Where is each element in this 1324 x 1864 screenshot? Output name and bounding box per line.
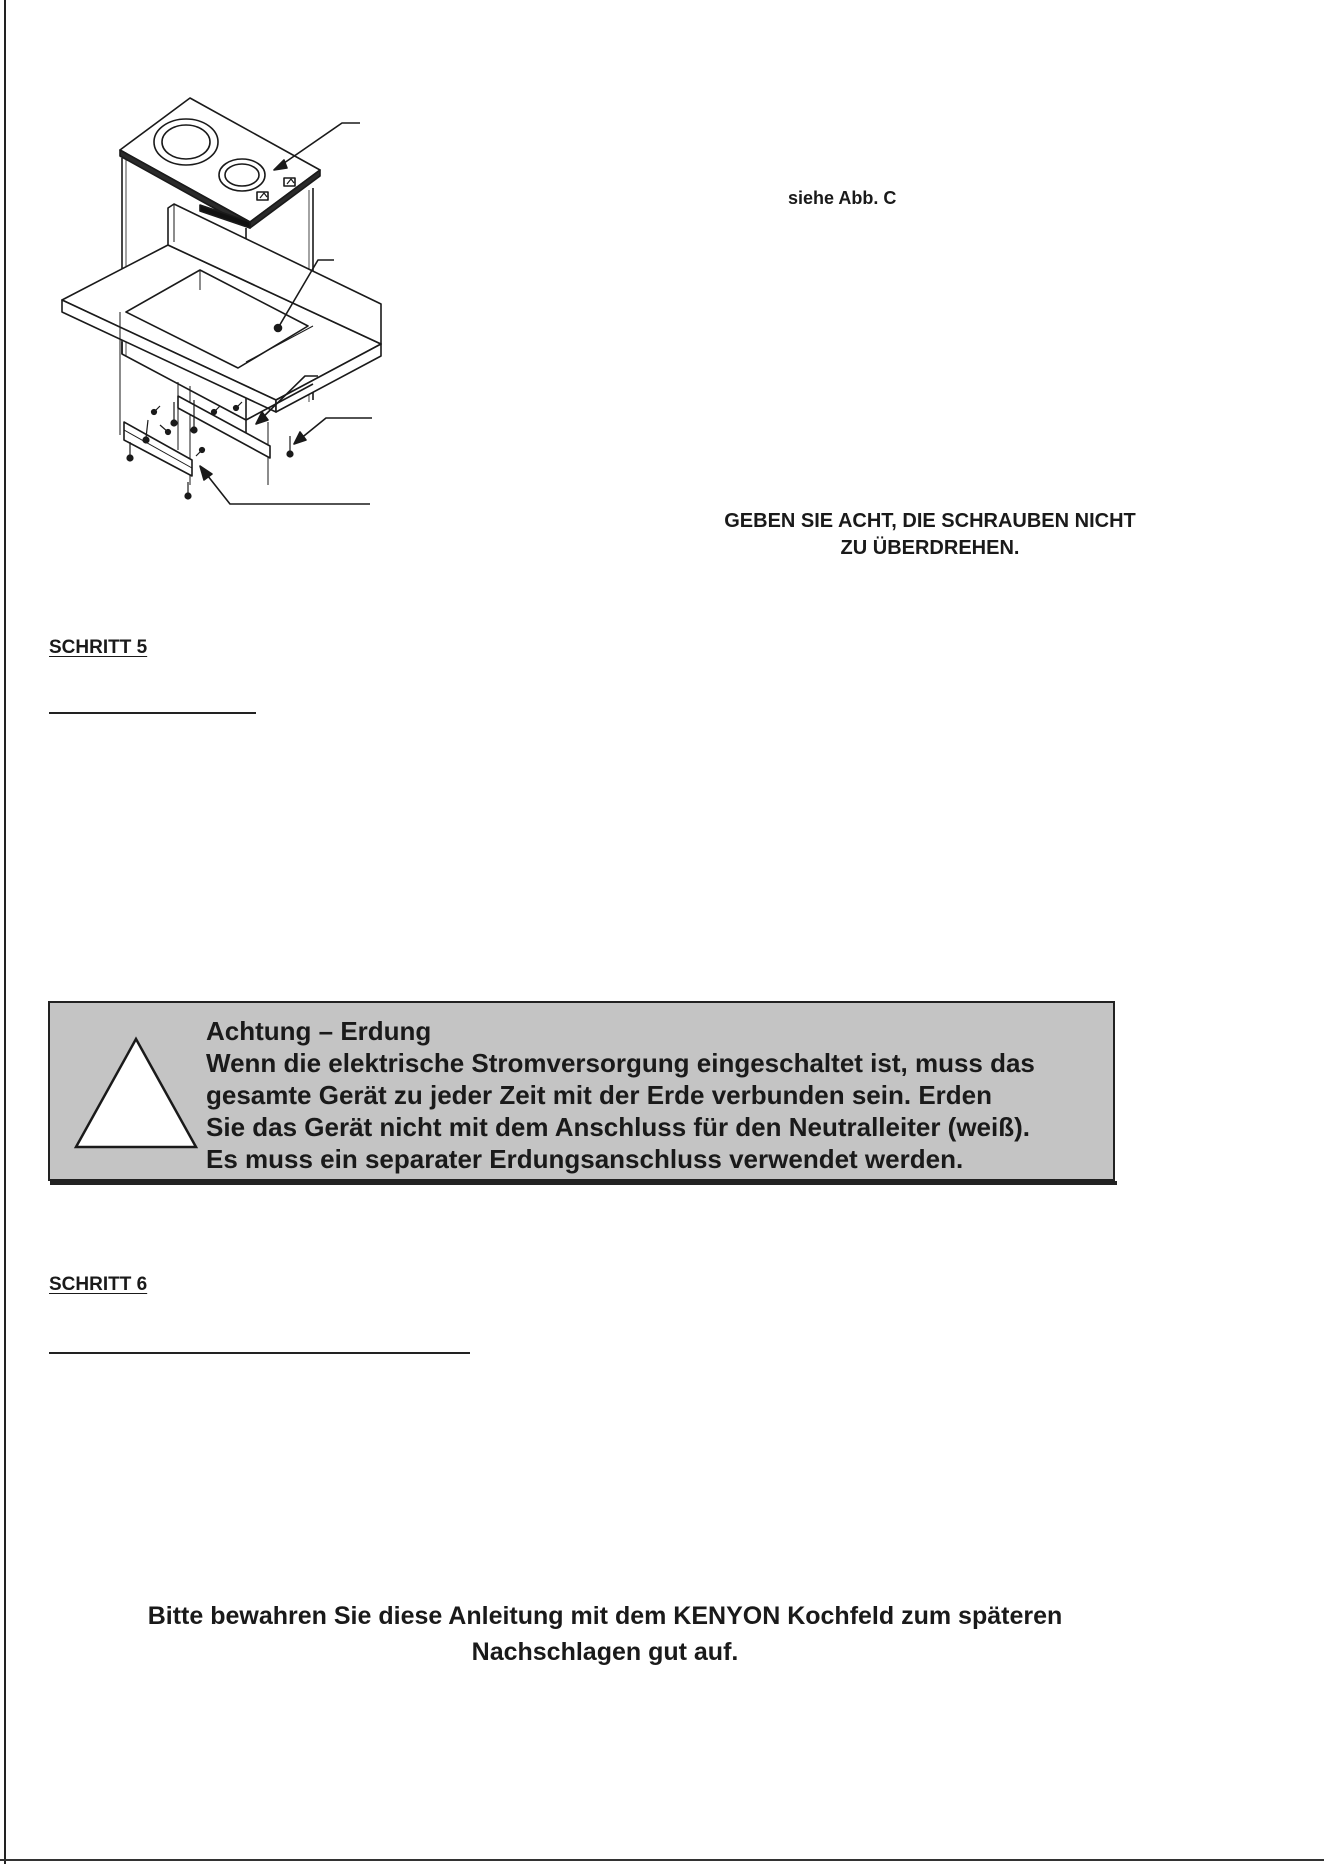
- closing-line: Nachschlagen gut auf.: [471, 1638, 739, 1666]
- caution-line: GEBEN SIE ACHT, DIE SCHRAUBEN NICHT: [724, 510, 1136, 532]
- warning-title: Achtung – Erdung: [206, 1016, 432, 1046]
- page-left-border: [4, 0, 6, 1864]
- closing-line: Bitte bewahren Sie diese Anleitung mit dem KENYON Kochfeld zum späteren: [147, 1602, 1063, 1630]
- warning-line: Sie das Gerät nicht mit dem Anschluss für den Neutralleiter (weiß).: [206, 1112, 1031, 1142]
- warning-triangle-icon: [72, 1033, 200, 1151]
- step-6-heading: SCHRITT 6: [49, 1274, 148, 1295]
- caution-line: ZU ÜBERDREHEN.: [840, 537, 1020, 559]
- warning-line: gesamte Gerät zu jeder Zeit mit der Erde verbunden sein. Erden: [206, 1080, 993, 1110]
- warning-box-shadow: [50, 1181, 1117, 1185]
- warning-line: Wenn die elektrische Stromversorgung eingeschaltet ist, muss das: [206, 1048, 1035, 1078]
- grounding-warning-box: [48, 1001, 1115, 1181]
- screw-caution-note: [660, 508, 1200, 562]
- step-6-subheading-line: [49, 1352, 470, 1354]
- warning-line: Es muss ein separater Erdungsanschluss verwendet werden.: [206, 1144, 964, 1174]
- closing-note: [60, 1598, 1150, 1670]
- warning-text: [206, 1015, 1035, 1175]
- step-5-subheading-line: [49, 712, 256, 714]
- diagram-reference-label: siehe Abb. C: [788, 188, 897, 208]
- step-5-heading: SCHRITT 5: [49, 637, 148, 658]
- page-bottom-border: [0, 1859, 1324, 1861]
- cooktop-installation-diagram: [50, 90, 430, 610]
